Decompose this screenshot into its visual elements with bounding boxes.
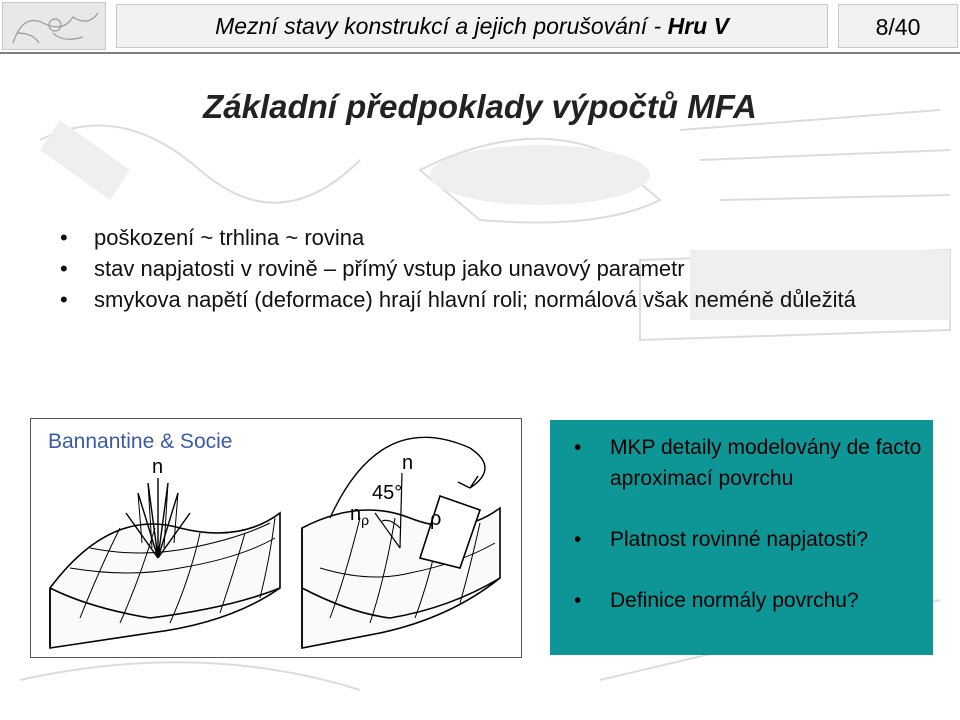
label-normal-right: n [402, 452, 414, 474]
label-n-rho: $n_\rho$ [350, 503, 370, 528]
info-item: • MKP detaily modelovány de facto aproximací povrchu [574, 432, 924, 494]
info-list [574, 432, 924, 616]
bullet-item: • stav napjatosti v rovině – přímý vstup jako unavový parametr [60, 253, 880, 284]
label-angle: 45° [372, 482, 403, 504]
label-n-rho-subscript: ρ [361, 512, 370, 528]
info-item: • Definice normály povrchu? [574, 585, 924, 616]
logo [2, 2, 106, 50]
course-title-bold: Hru V [667, 13, 729, 39]
bullet-list [60, 222, 880, 315]
figure-caption: Bannantine & Socie [48, 430, 233, 453]
info-item: • Platnost rovinné napjatosti? [574, 524, 924, 555]
surface-diagram [30, 418, 522, 658]
header-divider [0, 52, 960, 54]
bullet-item: • smykova napětí (deformace) hrají hlavní roli; normálová však neméně důležitá [60, 284, 880, 315]
slide-title: Základní předpoklady výpočtů MFA [203, 88, 757, 125]
page-number: 8/40 [838, 4, 958, 48]
bullet-item: • poškození ~ trhlina ~ rovina [60, 222, 880, 253]
label-normal-left: n [152, 456, 164, 478]
logo-mark-icon [3, 3, 106, 50]
info-box [550, 420, 933, 655]
label-rho: ρ [430, 508, 442, 530]
course-title: Mezní stavy konstrukcí a jejich porušování - Hru V [215, 13, 729, 39]
